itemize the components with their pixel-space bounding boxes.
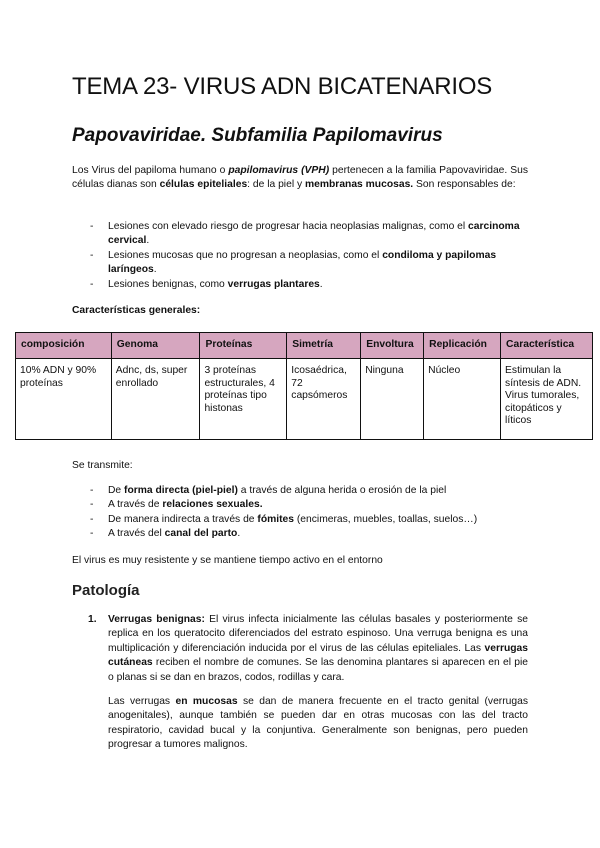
mucosa-paragraph: Las verrugas en mucosas se dan de manera frecuente en el tracto genital (verrugas anogenitales), aunque también se pueden dar en otras mucosas con las del tracto respiratorio, cavidad bucal y la conjuntiva. Generalmente son benignas, pero pueden progresar a tumores malignos. bbox=[108, 696, 528, 751]
table-header-row bbox=[16, 333, 593, 359]
responsible-list bbox=[72, 220, 528, 292]
warts-paragraph: Verrugas benignas: El virus infecta inicialmente las células basales y posteriormente se replica en los queratocito diferenciados del estrato espinoso. Una verruga benigna es una multiplicación y diferenciación inducida por el virus de las células epiteliales. Las verrugas cutáneas reciben el nombre de comunes. Se las denomina plantares si aparecen en el pie o planas si se dan en brazos, codos, rodillas y cara. bbox=[108, 614, 528, 683]
header-composicion: composición bbox=[16, 333, 112, 359]
table-row bbox=[16, 359, 593, 440]
intro-paragraph: Los Virus del papiloma humano o papilomavirus (VPH) pertenecen a la familia Papovaviridae. Sus células dianas son células epiteliales: de la piel y membranas mucosas. Son responsables de: bbox=[72, 165, 529, 191]
list-item: - Lesiones con elevado riesgo de progresar hacia neoplasias malignas, como el carcinoma cervical. bbox=[90, 221, 520, 247]
table-cell: 10% ADN y 90% proteínas bbox=[16, 359, 112, 440]
list-item: - De manera indirecta a través de fómites (encimeras, muebles, toallas, suelos…) bbox=[90, 513, 478, 525]
resistance-note: El virus es muy resistente y se mantiene tiempo activo en el entorno bbox=[72, 555, 383, 566]
header-genoma: Genoma bbox=[111, 333, 200, 359]
list-item: - A través de relaciones sexuales. bbox=[90, 499, 263, 511]
header-caracteristica: Característica bbox=[501, 333, 593, 359]
pathology-heading: Patología bbox=[72, 582, 140, 599]
characteristics-table bbox=[15, 332, 593, 440]
header-envoltura: Envoltura bbox=[361, 333, 424, 359]
transmission-list bbox=[72, 484, 528, 542]
header-proteinas: Proteínas bbox=[200, 333, 287, 359]
table-cell: 3 proteínas estructurales, 4 proteínas tipo histonas bbox=[200, 359, 287, 440]
list-item: - De forma directa (piel-piel) a través de alguna herida o erosión de la piel bbox=[90, 485, 447, 496]
list-item: - Lesiones mucosas que no progresan a neoplasias, como el condiloma y papilomas laríngeos. bbox=[90, 249, 497, 276]
page-title: TEMA 23- VIRUS ADN BICATENARIOS bbox=[72, 73, 493, 100]
table-cell: Icosaédrica, 72 capsómeros bbox=[287, 359, 361, 440]
list-item: - A través del canal del parto. bbox=[90, 528, 241, 540]
transmission-label: Se transmite: bbox=[72, 460, 133, 471]
table-cell: Adnc, ds, super enrollado bbox=[111, 359, 200, 440]
header-replicacion: Replicación bbox=[424, 333, 501, 359]
header-simetria: Simetría bbox=[287, 333, 361, 359]
pathology-list bbox=[72, 613, 528, 753]
table-cell: Núcleo bbox=[424, 359, 501, 440]
table-cell: Ninguna bbox=[361, 359, 424, 440]
characteristics-heading: Características generales: bbox=[72, 305, 201, 316]
list-number: 1. bbox=[88, 614, 97, 625]
list-item: - Lesiones benignas, como verrugas plantares. bbox=[90, 278, 323, 290]
list-item bbox=[72, 613, 528, 753]
section-subtitle: Papovaviridae. Subfamilia Papilomavirus bbox=[72, 125, 443, 146]
table-cell: Estimulan la síntesis de ADN. Virus tumorales, citopáticos y líticos bbox=[501, 359, 593, 440]
